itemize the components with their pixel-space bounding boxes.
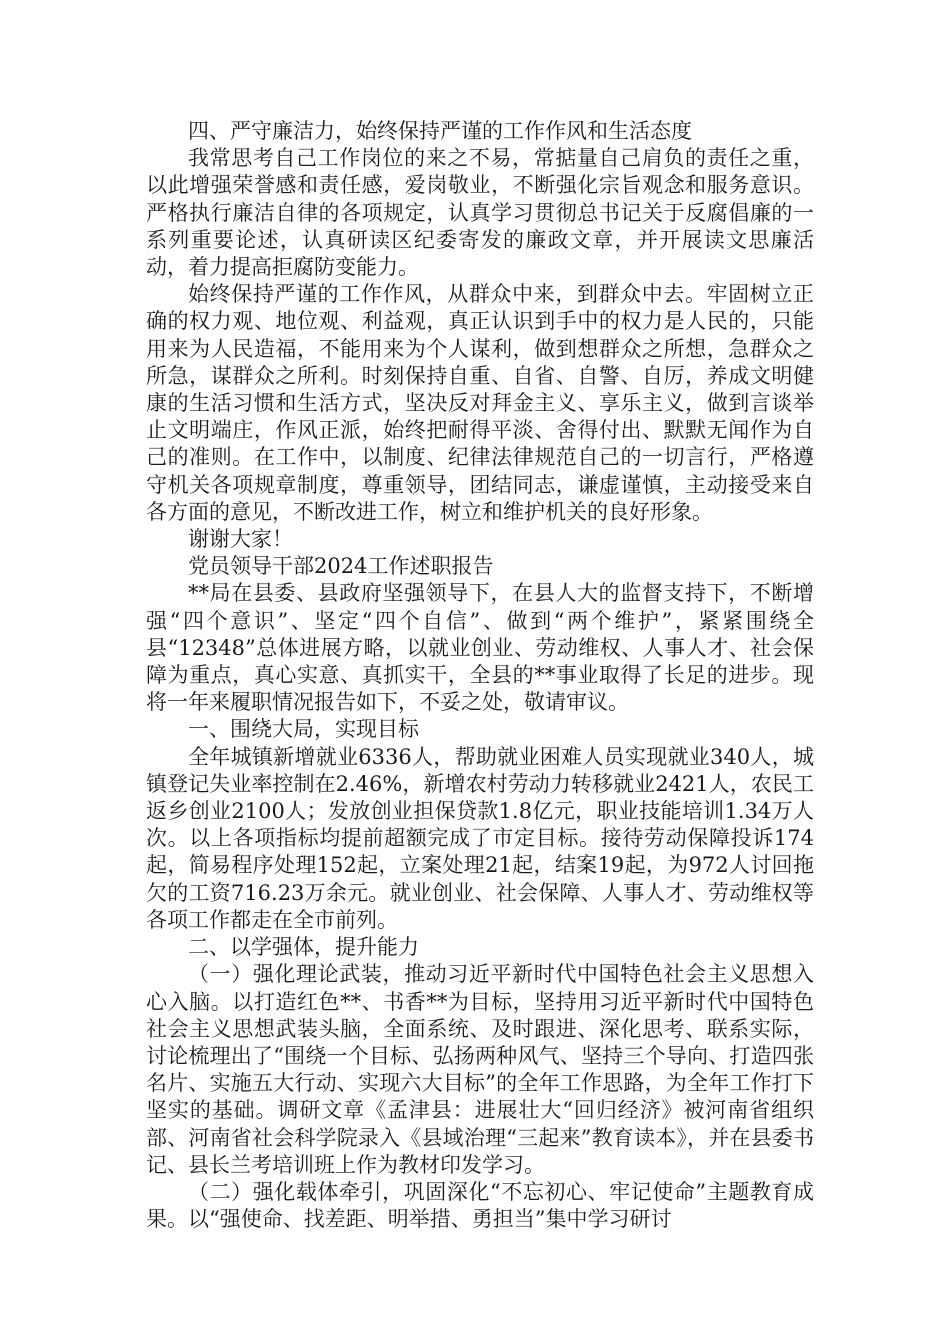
section-heading-1: 一、围绕大局，实现目标: [188, 717, 419, 742]
paragraph: （二）强化载体牵引，巩固深化“不忘初心、牢记使命”主题教育成果。以“强使命、找差距、明举措、勇担当”集中学习研讨: [146, 1179, 814, 1232]
paragraph: 始终保持严谨的工作作风，从群众中来，到群众中去。牢固树立正确的权力观、地位观、利益观，真正认识到手中的权力是人民的，只能用来为人民造福，不能用来为个人谋利，做到想群众之所想，急群众之所急，谋群众之所利。时刻保持自重、自省、自警、自厉，养成文明健康的生活习惯和生活方式，坚决反对拜金主义、享乐主义，做到言谈举止文明端庄，作风正派，始终把耐得平淡、舍得付出、默默无闻作为自己的准则。在工作中，以制度、纪律法律规范自己的一切言行，严格遵守机关各项规章制度，尊重领导，团结同志，谦虚谨慎，主动接受来自各方面的意见，不断改进工作，树立和维护机关的良好形象。: [146, 282, 814, 524]
closing-remark: 谢谢大家！: [188, 527, 293, 552]
document-page: [146, 118, 814, 1233]
paragraph: **局在县委、县政府坚强领导下，在县人大的监督支持下，不断增强“四个意识”、坚定“四个自信”、做到“两个维护”，紧紧围绕全县“12348”总体进展方略，以就业创业、劳动维权、人事人才、社会保障为重点，真心实意、真抓实干，全县的**事业取得了长足的进步。现将一年来履职情况报告如下，不妥之处，敬请审议。: [146, 581, 814, 715]
section-heading-4: 四、严守廉洁力，始终保持严谨的工作作风和生活态度: [188, 119, 692, 143]
paragraph: （一）强化理论武装，推动习近平新时代中国特色社会主义思想入心入脑。以打造红色**、书香**为目标，坚持用习近平新时代中国特色社会主义思想武装头脑，全面系统、及时跟进、深化思考、联系实际，讨论梳理出了“围绕一个目标、弘扬两种风气、坚持三个导向、打造四张名片、实施五大行动、实现六大目标”的全年工作思路，为全年工作打下坚实的基础。调研文章《孟津县：进展壮大“回归经济》被河南省组织部、河南省社会科学院录入《县域治理“三起来”教育读本》，并在县委书记、县长兰考培训班上作为教材印发学习。: [146, 962, 814, 1177]
report-title: 党员领导干部2024工作述职报告: [188, 554, 494, 579]
section-heading-2: 二、以学强体，提升能力: [188, 935, 419, 960]
paragraph: 我常思考自己工作岗位的来之不易，常掂量自己肩负的责任之重，以此增强荣誉感和责任感，爱岗敬业，不断强化宗旨观念和服务意识。严格执行廉洁自律的各项规定，认真学习贯彻总书记关于反腐倡廉的一系列重要论述，认真研读区纪委寄发的廉政文章，并开展读文思廉活动，着力提高拒腐防变能力。: [146, 146, 814, 280]
paragraph: 全年城镇新增就业6336人，帮助就业困难人员实现就业340人，城镇登记失业率控制在2.46%，新增农村劳动力转移就业2421人，农民工返乡创业2100人；发放创业担保贷款1.8亿元，职业技能培训1.34万人次。以上各项指标均提前超额完成了市定目标。接待劳动保障投诉174起，简易程序处理152起，立案处理21起，结案19起，为972人讨回拖欠的工资716.23万余元。就业创业、社会保障、人事人才、劳动维权等各项工作都走在全市前列。: [146, 744, 814, 932]
